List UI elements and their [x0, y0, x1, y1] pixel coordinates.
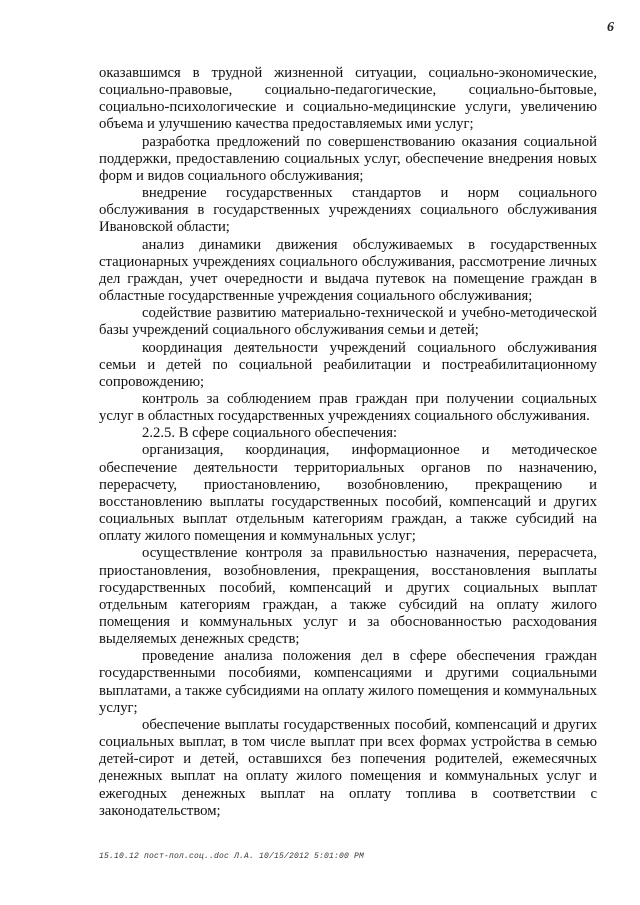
paragraph-10: осуществление контроля за правильностью назначения, перерасчета, приостановления, возобновления, прекращения, восстановления выплаты государственных пособий, компенсаций и других социальных выплат отдельным категориям граждан, а также субсидий на оплату жилого помещения и коммунальных услуг и за обоснованностью расходования выделяемых денежных средств;	[99, 545, 597, 648]
paragraph-12: обеспечение выплаты государственных пособий, компенсаций и других социальных выплат, в том числе выплат при всех формах устройства в семью детей-сирот и детей, оставшихся без попечения родителей, ежемесячных денежных выплат на оплату жилого помещения и коммунальных услуг и ежегодных денежных выплат на оплату топлива в соответствии с законодательством;	[99, 716, 597, 819]
paragraph-7: контроль за соблюдением прав граждан при получении социальных услуг в областных государственных учреждениях социального обслуживания.	[99, 390, 597, 425]
document-footer: 15.10.12 пост-пол.соц..doc Л.А. 10/15/2012 5:01:00 PM	[99, 852, 365, 861]
paragraph-3: внедрение государственных стандартов и норм социального обслуживания в государственных учреждениях социального обслуживания Ивановской области;	[99, 185, 597, 236]
section-heading-2-2-5: 2.2.5. В сфере социального обеспечения:	[142, 425, 398, 442]
paragraph-6: координация деятельности учреждений социального обслуживания семьи и детей по социальной реабилитации и постреабилитационному сопровождению;	[99, 339, 597, 390]
paragraph-1: оказавшимся в трудной жизненной ситуации, социально-экономические, социально-правовые, социально-педагогические, социально-бытовые, социально-психологические и социально-медицинские услуги, увеличению объема и улучшению качества предоставляемых ими услуг;	[99, 65, 597, 133]
paragraph-4: анализ динамики движения обслуживаемых в государственных стационарных учреждениях социального обслуживания, рассмотрение личных дел граждан, учет очередности и выдача путевок на помещение граждан в областные государственные учреждения социального обслуживания;	[99, 236, 597, 305]
paragraph-2: разработка предложений по совершенствованию оказания социальной поддержки, предоставлению социальных услуг, обеспечение внедрения новых форм и видов социального обслуживания;	[99, 133, 597, 184]
paragraph-5: содействие развитию материально-технической и учебно-методической базы учреждений социального обслуживания семьи и детей;	[99, 305, 597, 339]
paragraph-9: организация, координация, информационное и методическое обеспечение деятельности территориальных органов по назначению, перерасчету, приостановлению, возобновлению, прекращению и восстановлению выплаты государственных пособий, компенсаций и других социальных выплат отдельным категориям граждан, а также субсидий на оплату жилого помещения и коммунальных услуг;	[99, 442, 597, 545]
document-body	[99, 65, 597, 820]
paragraph-11: проведение анализа положения дел в сфере обеспечения граждан государственными пособиями, компенсациями и другими социальными выплатами, а также субсидиями на оплату жилого помещения и коммунальных услуг;	[99, 648, 597, 716]
page-number: 6	[607, 20, 614, 35]
